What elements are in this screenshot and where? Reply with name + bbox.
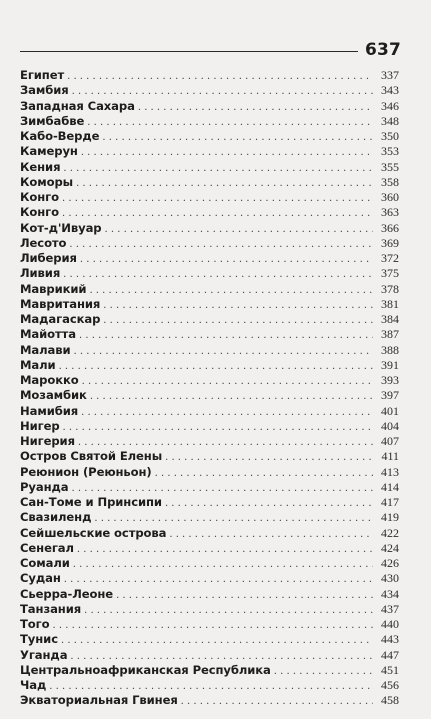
toc-entry-title: Кабо-Верде xyxy=(20,129,100,143)
toc-entry-title: Реюнион (Реюньон) xyxy=(20,464,152,479)
dot-leader xyxy=(90,389,373,404)
toc-entry-title: Уганда xyxy=(20,647,68,662)
toc-entry-title: Нигер xyxy=(20,418,60,433)
toc-entry-page: 411 xyxy=(381,449,399,464)
toc-entry-title: Чад xyxy=(20,678,47,692)
dot-leader xyxy=(69,237,373,252)
toc-entry xyxy=(20,510,399,525)
toc-entry-page: 414 xyxy=(381,479,399,494)
toc-entry-page: 360 xyxy=(381,190,399,204)
toc-entry xyxy=(20,160,399,175)
toc-entry xyxy=(20,434,399,449)
dot-leader xyxy=(74,344,373,359)
dot-leader xyxy=(62,191,373,206)
dot-leader xyxy=(81,145,373,160)
dot-leader xyxy=(61,633,373,648)
toc-entry xyxy=(20,190,399,205)
toc-entry-page: 387 xyxy=(381,327,399,342)
toc-entry-title: Руанда xyxy=(20,479,69,494)
toc-entry xyxy=(20,83,399,98)
toc-entry-page: 372 xyxy=(381,251,399,265)
toc-entry-title: Остров Святой Елены xyxy=(20,449,163,464)
dot-leader xyxy=(80,252,373,267)
toc-entry-title: Нигерия xyxy=(20,434,75,448)
toc-entry xyxy=(20,632,399,647)
toc-entry-page: 369 xyxy=(381,235,399,250)
toc-entry-page: 337 xyxy=(381,68,399,82)
dot-leader xyxy=(79,328,373,343)
toc-entry-page: 456 xyxy=(381,678,399,692)
toc-entry xyxy=(20,480,399,495)
dot-leader xyxy=(62,206,373,221)
toc-entry-title: Мали xyxy=(20,357,56,372)
toc-entry-page: 397 xyxy=(381,388,399,403)
dot-leader xyxy=(169,527,373,542)
toc-entry-title: Зимбабве xyxy=(20,113,85,128)
toc-entry-title: Свазиленд xyxy=(20,510,92,525)
toc-entry xyxy=(20,144,399,159)
toc-entry-page: 440 xyxy=(381,617,399,631)
page-number: 637 xyxy=(365,40,402,60)
toc-entry-title: Конго xyxy=(20,205,59,220)
toc-entry-page: 375 xyxy=(381,266,399,281)
dot-leader xyxy=(87,115,373,130)
toc-entry-title: Коморы xyxy=(20,174,74,189)
toc-entry xyxy=(20,449,399,464)
dot-leader xyxy=(77,542,373,557)
toc-entry-title: Сьерра-Леоне xyxy=(20,586,114,601)
toc-entry xyxy=(20,526,399,541)
dot-leader xyxy=(49,679,373,694)
toc-entry xyxy=(20,404,399,419)
toc-entry-page: 350 xyxy=(381,129,399,143)
dot-leader xyxy=(103,313,373,328)
toc-entry-page: 358 xyxy=(381,174,399,189)
toc-entry xyxy=(20,205,399,220)
toc-entry xyxy=(20,495,399,510)
toc-entry-title: Мавритания xyxy=(20,296,101,311)
toc-entry xyxy=(20,587,399,602)
toc-entry-page: 424 xyxy=(381,540,399,555)
toc-entry-title: Экваториальная Гвинея xyxy=(20,693,178,708)
toc-entry-page: 434 xyxy=(381,586,399,601)
toc-entry-title: Сейшельские острова xyxy=(20,525,167,540)
toc-entry xyxy=(20,663,399,678)
dot-leader xyxy=(53,618,374,633)
toc-entry xyxy=(20,419,399,434)
toc-entry xyxy=(20,602,399,617)
toc-entry xyxy=(20,114,399,129)
toc-entry-page: 447 xyxy=(381,647,399,662)
toc-entry xyxy=(20,541,399,556)
toc-entry-page: 417 xyxy=(381,495,399,509)
toc-entry xyxy=(20,617,399,632)
toc-entry-page: 343 xyxy=(381,83,399,98)
toc-entry-page: 366 xyxy=(381,220,399,235)
toc-entry xyxy=(20,343,399,358)
toc-entry-page: 391 xyxy=(381,357,399,372)
toc-entry-title: Малави xyxy=(20,342,71,357)
toc-entry xyxy=(20,221,399,236)
toc-entry-title: Тунис xyxy=(20,632,58,647)
toc-entry xyxy=(20,297,399,312)
toc-entry xyxy=(20,648,399,663)
dot-leader xyxy=(116,588,373,603)
toc-entry-page: 422 xyxy=(381,525,399,540)
toc-entry-page: 430 xyxy=(381,571,399,586)
toc-entry-title: Марокко xyxy=(20,373,79,387)
toc-entry-page: 426 xyxy=(381,556,399,570)
toc-entry xyxy=(20,236,399,251)
toc-entry-title: Камерун xyxy=(20,144,78,159)
toc-entry-title: Судан xyxy=(20,571,61,586)
dot-leader xyxy=(73,557,373,572)
toc-entry xyxy=(20,282,399,297)
toc-entry-page: 393 xyxy=(381,373,399,387)
toc-entry-title: Сан-Томе и Принсипи xyxy=(20,495,162,509)
toc-entry-page: 381 xyxy=(381,296,399,311)
dot-leader xyxy=(103,298,373,313)
dot-leader xyxy=(76,176,373,191)
header-rule xyxy=(20,51,358,52)
toc-entry-title: Мозамбик xyxy=(20,388,87,403)
dot-leader xyxy=(72,84,373,99)
toc-entry xyxy=(20,388,399,403)
toc-entry-title: Западная Сахара xyxy=(20,98,135,113)
toc-entry-title: Либерия xyxy=(20,251,77,265)
toc-entry-page: 378 xyxy=(381,281,399,296)
dot-leader xyxy=(165,450,373,465)
toc-entry xyxy=(20,129,399,144)
toc-entry xyxy=(20,556,399,571)
dot-leader xyxy=(67,69,373,84)
toc-entry-title: Мадагаскар xyxy=(20,312,101,326)
toc-entry xyxy=(20,571,399,586)
toc-entry-title: Танзания xyxy=(20,601,82,616)
toc-entry-page: 346 xyxy=(381,98,399,113)
toc-entry-page: 388 xyxy=(381,342,399,357)
toc-entry-title: Лесото xyxy=(20,235,67,250)
dot-leader xyxy=(138,100,373,115)
toc-entry-page: 401 xyxy=(381,403,399,418)
toc-entry-page: 451 xyxy=(381,662,399,677)
dot-leader xyxy=(59,359,373,374)
toc-entry-page: 437 xyxy=(381,601,399,616)
toc-entry-title: Кения xyxy=(20,159,61,174)
toc-entry-title: Того xyxy=(20,617,50,631)
toc-entry xyxy=(20,266,399,281)
dot-leader xyxy=(82,374,373,389)
dot-leader xyxy=(78,435,373,450)
toc-entry-title: Ливия xyxy=(20,266,61,281)
toc-entry-title: Намибия xyxy=(20,403,79,418)
toc-entry-page: 353 xyxy=(381,144,399,159)
toc-entry-title: Центральноафриканская Республика xyxy=(20,662,271,677)
dot-leader xyxy=(63,267,373,282)
table-of-contents xyxy=(20,68,399,709)
dot-leader xyxy=(84,603,373,618)
toc-entry-title: Кот-д'Ивуар xyxy=(20,220,102,235)
dot-leader xyxy=(94,511,373,526)
toc-entry-title: Замбия xyxy=(20,83,69,98)
toc-entry-page: 363 xyxy=(381,205,399,220)
toc-entry-title: Майотта xyxy=(20,327,77,342)
toc-entry-title: Сомали xyxy=(20,556,70,570)
toc-entry xyxy=(20,68,399,83)
dot-leader xyxy=(81,405,373,420)
toc-entry xyxy=(20,312,399,327)
dot-leader xyxy=(105,222,373,237)
dot-leader xyxy=(89,283,373,298)
toc-entry xyxy=(20,373,399,388)
dot-leader xyxy=(155,466,373,481)
dot-leader xyxy=(63,161,373,176)
toc-entry-title: Маврикий xyxy=(20,281,87,296)
dot-leader xyxy=(64,572,373,587)
toc-entry-page: 355 xyxy=(381,159,399,174)
toc-entry xyxy=(20,693,399,708)
dot-leader xyxy=(181,694,373,709)
dot-leader xyxy=(63,420,373,435)
toc-entry xyxy=(20,175,399,190)
toc-entry xyxy=(20,465,399,480)
dot-leader xyxy=(102,130,373,145)
toc-entry-page: 384 xyxy=(381,312,399,326)
toc-entry-page: 407 xyxy=(381,434,399,448)
dot-leader xyxy=(71,481,373,496)
toc-entry xyxy=(20,358,399,373)
toc-entry xyxy=(20,251,399,266)
toc-entry-page: 413 xyxy=(381,464,399,479)
toc-entry-page: 443 xyxy=(381,632,399,647)
toc-entry xyxy=(20,327,399,342)
dot-leader xyxy=(274,664,373,679)
toc-entry-title: Конго xyxy=(20,190,59,204)
toc-entry-title: Сенегал xyxy=(20,540,74,555)
toc-entry-page: 458 xyxy=(381,693,399,708)
toc-entry-page: 419 xyxy=(381,510,399,525)
toc-entry-page: 404 xyxy=(381,418,399,433)
dot-leader xyxy=(165,496,373,511)
toc-entry-page: 348 xyxy=(381,113,399,128)
toc-entry-title: Египет xyxy=(20,68,65,82)
dot-leader xyxy=(70,649,373,664)
toc-entry xyxy=(20,99,399,114)
toc-entry xyxy=(20,678,399,693)
